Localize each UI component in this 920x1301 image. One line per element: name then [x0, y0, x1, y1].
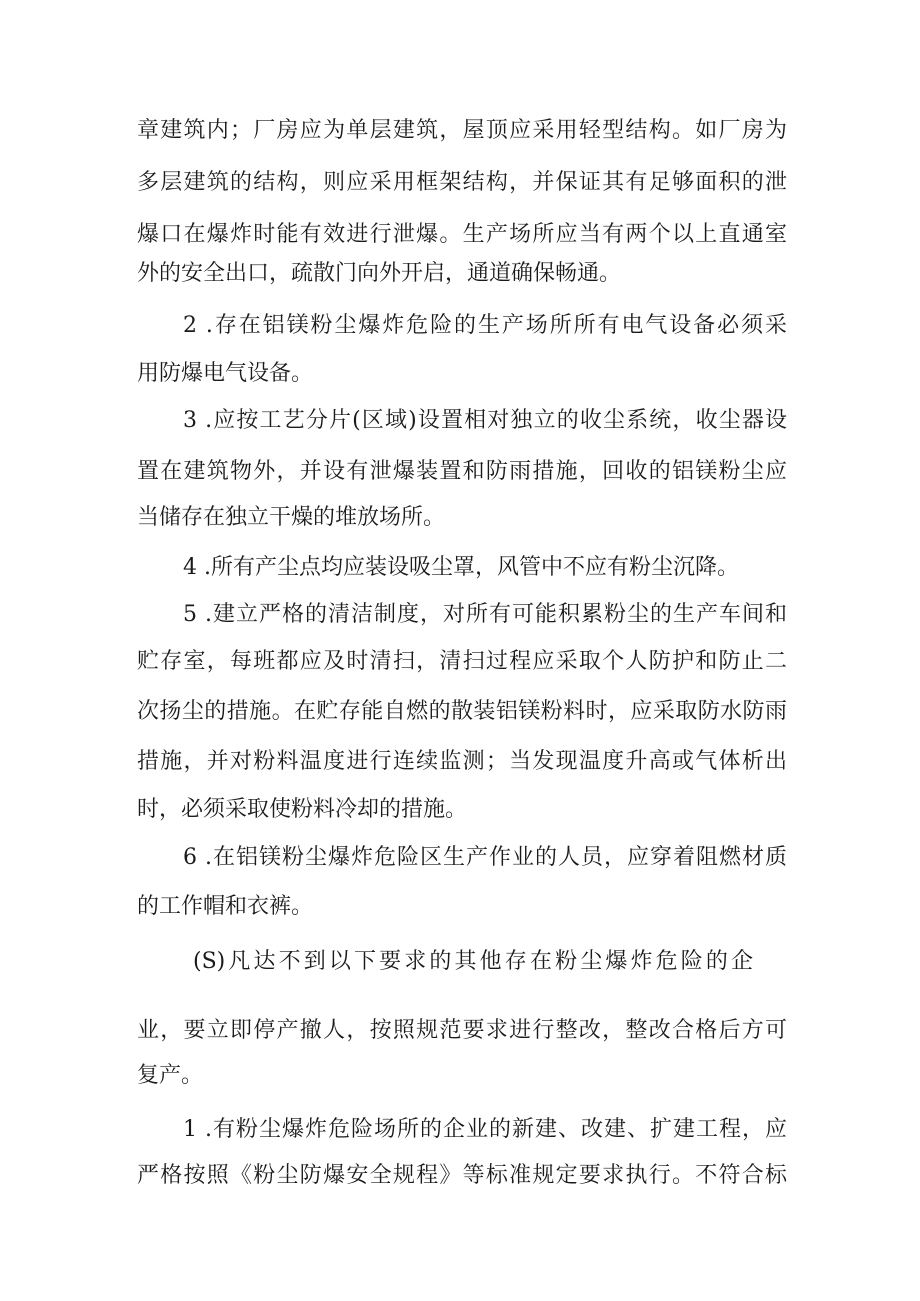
text-line: 用防爆电气设备。: [137, 361, 314, 386]
text-line: 外的安全出口，疏散门向外开启，通道确保畅通。: [137, 261, 622, 286]
text-line: 贮存室，每班都应及时清扫，清扫过程应采取个人防护和防止二: [137, 649, 787, 674]
text-line: 当储存在独立干燥的堆放场所。: [137, 505, 446, 530]
text-line: 的工作帽和衣裤。: [137, 894, 314, 919]
text-line: 置在建筑物外，并设有泄爆装置和防雨措施，回收的铝镁粉尘应: [137, 459, 787, 484]
text-line: 措施，并对粉料温度进行连续监测；当发现温度升高或气体析出: [137, 749, 787, 774]
text-line: 爆口在爆炸时能有效进行泄爆。生产场所应当有两个以上直通室: [137, 222, 787, 247]
text-line: 时，必须采取使粉料冷却的措施。: [137, 797, 468, 822]
section-heading: (S)凡达不到以下要求的其他存在粉尘爆炸危险的企: [193, 949, 753, 974]
text-line: 2 .存在铝镁粉尘爆炸危险的生产场所所有电气设备必须采: [183, 313, 787, 338]
text-line: 5 .建立严格的清洁制度，对所有可能积累粉尘的生产车间和: [183, 602, 787, 627]
text-line: 多层建筑的结构，则应采用框架结构，并保证其有足够面积的泄: [137, 170, 787, 195]
text-line: 业，要立即停产撤人，按照规范要求进行整改，整改合格后方可: [137, 1018, 787, 1043]
text-line: 3 .应按工艺分片(区域)设置相对独立的收尘系统，收尘器设: [183, 408, 787, 433]
text-line: 6 .在铝镁粉尘爆炸危险区生产作业的人员，应穿着阻燃材质: [183, 845, 787, 870]
text-line: 复产。: [137, 1063, 204, 1088]
text-line: 次扬尘的措施。在贮存能自燃的散装铝镁粉料时，应采取防水防雨: [137, 699, 787, 724]
text-line: 严格按照《粉尘防爆安全规程》等标准规定要求执行。不符合标: [137, 1163, 787, 1188]
text-line: 4 .所有产尘点均应装设吸尘罩，风管中不应有粉尘沉降。: [183, 555, 739, 580]
text-line: 章建筑内；厂房应为单层建筑，屋顶应采用轻型结构。如厂房为: [137, 118, 787, 143]
text-line: 1 .有粉尘爆炸危险场所的企业的新建、改建、扩建工程，应: [183, 1117, 787, 1142]
